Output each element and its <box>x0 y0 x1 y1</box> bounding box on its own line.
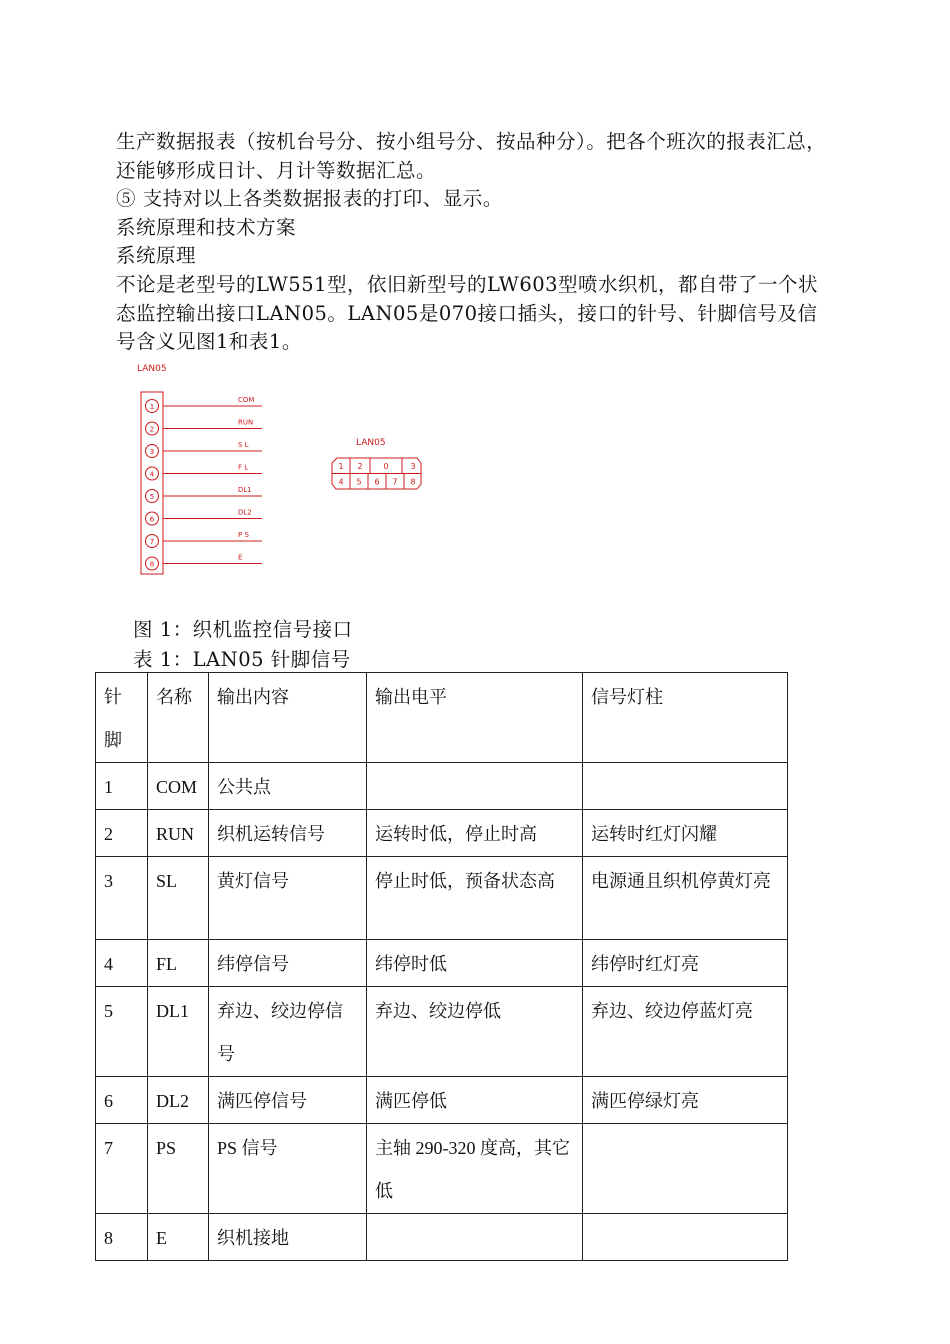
pin-signal-label: RUN <box>238 418 254 427</box>
connector-pin-label: 4 <box>338 477 344 487</box>
table-cell: DL1 <box>148 987 209 1077</box>
table-row <box>96 857 788 940</box>
table-row <box>96 987 788 1077</box>
table-cell: 织机接地 <box>209 1214 367 1261</box>
table-cell: COM <box>148 763 209 810</box>
table-row <box>96 1124 788 1214</box>
table-caption: 表 1：LAN05 针脚信号 <box>133 648 351 671</box>
table-cell: 黄灯信号 <box>209 857 367 940</box>
pin-number: 5 <box>149 493 155 501</box>
table-cell: 织机运转信号 <box>209 810 367 857</box>
pin-number: 4 <box>149 470 155 479</box>
pin-signal-label: E <box>238 553 243 562</box>
table-cell: 弃边、绞边停信号 <box>209 987 367 1077</box>
table-row <box>96 763 788 810</box>
connector-pin-label: 3 <box>410 462 416 471</box>
pin-number: 7 <box>149 538 155 546</box>
table-cell <box>583 1124 788 1214</box>
connector-pin-label: 5 <box>356 477 362 487</box>
pin-number: 2 <box>149 425 155 434</box>
table-cell <box>583 763 788 810</box>
table-cell: 3 <box>96 857 148 940</box>
table-cell: 6 <box>96 1077 148 1124</box>
table-cell: 2 <box>96 810 148 857</box>
table-cell: 5 <box>96 987 148 1077</box>
table-cell: 纬停信号 <box>209 940 367 987</box>
connector-pin-label: 8 <box>410 477 416 487</box>
paragraph-print-display: ⑤ 支持对以上各类数据报表的打印、显示。 <box>116 187 503 210</box>
table-cell: RUN <box>148 810 209 857</box>
paragraph-report-summary: 生产数据报表（按机台号分、按小组号分、按品种分）。把各个班次的报表汇总，还能够形成日计、月计等数据汇总。 <box>116 130 827 182</box>
table-row <box>96 1214 788 1261</box>
table-cell <box>583 1214 788 1261</box>
table-cell: DL2 <box>148 1077 209 1124</box>
table-cell: PS 信号 <box>209 1124 367 1214</box>
table-cell: E <box>148 1214 209 1261</box>
table-cell: 7 <box>96 1124 148 1214</box>
table-cell: 满匹停低 <box>367 1077 583 1124</box>
table-header-cell: 信号灯柱 <box>583 673 788 763</box>
table-cell: 满匹停绿灯亮 <box>583 1077 788 1124</box>
pin-signal-label: DL2 <box>238 508 252 517</box>
table-cell: 8 <box>96 1214 148 1261</box>
connector-pin-label: 1 <box>338 462 344 471</box>
table-row <box>96 940 788 987</box>
heading-system-principle: 系统原理 <box>116 244 197 267</box>
table-cell: 主轴 290-320 度高，其它低 <box>367 1124 583 1214</box>
pin-signal-label: P S <box>238 531 249 539</box>
table-cell <box>367 763 583 810</box>
table-cell: 停止时低，预备状态高 <box>367 857 583 940</box>
pin-signal-label: F L <box>238 463 249 472</box>
connector-pin-label: 6 <box>374 477 380 487</box>
table-cell: 公共点 <box>209 763 367 810</box>
table-cell: 1 <box>96 763 148 810</box>
table-cell: PS <box>148 1124 209 1214</box>
diagram-right-title: LAN05 <box>356 438 386 448</box>
table-cell: 运转时红灯闪耀 <box>583 810 788 857</box>
diagram-left-title: LAN05 <box>137 364 167 374</box>
pin-number: 3 <box>149 448 155 456</box>
pin-signal-label: S L <box>238 441 249 449</box>
table-header-cell: 输出电平 <box>367 673 583 763</box>
lan05-pin-diagram <box>134 358 434 580</box>
connector-plug <box>332 458 421 489</box>
table-cell: 满匹停信号 <box>209 1077 367 1124</box>
table-header-cell: 针脚 <box>96 673 148 763</box>
pin-number: 1 <box>149 403 155 411</box>
table-header-cell: 输出内容 <box>209 673 367 763</box>
table-cell <box>367 1214 583 1261</box>
heading-system-principle-and-plan: 系统原理和技术方案 <box>116 216 297 239</box>
table-header-cell: 名称 <box>148 673 209 763</box>
pin-list <box>141 392 262 574</box>
table-cell: 电源通且织机停黄灯亮 <box>583 857 788 940</box>
connector-pin-label: 7 <box>392 477 398 487</box>
connector-pin-label: 0 <box>383 462 389 471</box>
pin-signal-table <box>95 672 788 1261</box>
table-cell: 纬停时低 <box>367 940 583 987</box>
table-cell: 运转时低，停止时高 <box>367 810 583 857</box>
table-row <box>96 1077 788 1124</box>
table-row <box>96 810 788 857</box>
table-cell: 弃边、绞边停低 <box>367 987 583 1077</box>
connector-pin-label: 2 <box>357 462 363 471</box>
table-cell: 弃边、绞边停蓝灯亮 <box>583 987 788 1077</box>
table-cell: FL <box>148 940 209 987</box>
pin-number: 6 <box>149 515 155 524</box>
table-header-row <box>96 673 788 763</box>
table-cell: 纬停时红灯亮 <box>583 940 788 987</box>
pin-number: 8 <box>149 560 155 569</box>
table-cell: SL <box>148 857 209 940</box>
figure-caption: 图 1：织机监控信号接口 <box>133 618 353 641</box>
paragraph-lan05-intro: 不论是老型号的LW551型，依旧新型号的LW603型喷水织机，都自带了一个状态监控输出接口LAN05。LAN05是070接口插头，接口的针号、针脚信号及信号含义见图1和表1。 <box>116 273 819 353</box>
pin-signal-label: DL1 <box>238 486 252 494</box>
table-cell: 4 <box>96 940 148 987</box>
pin-signal-label: COM <box>238 396 255 404</box>
pin-frame <box>141 392 163 574</box>
